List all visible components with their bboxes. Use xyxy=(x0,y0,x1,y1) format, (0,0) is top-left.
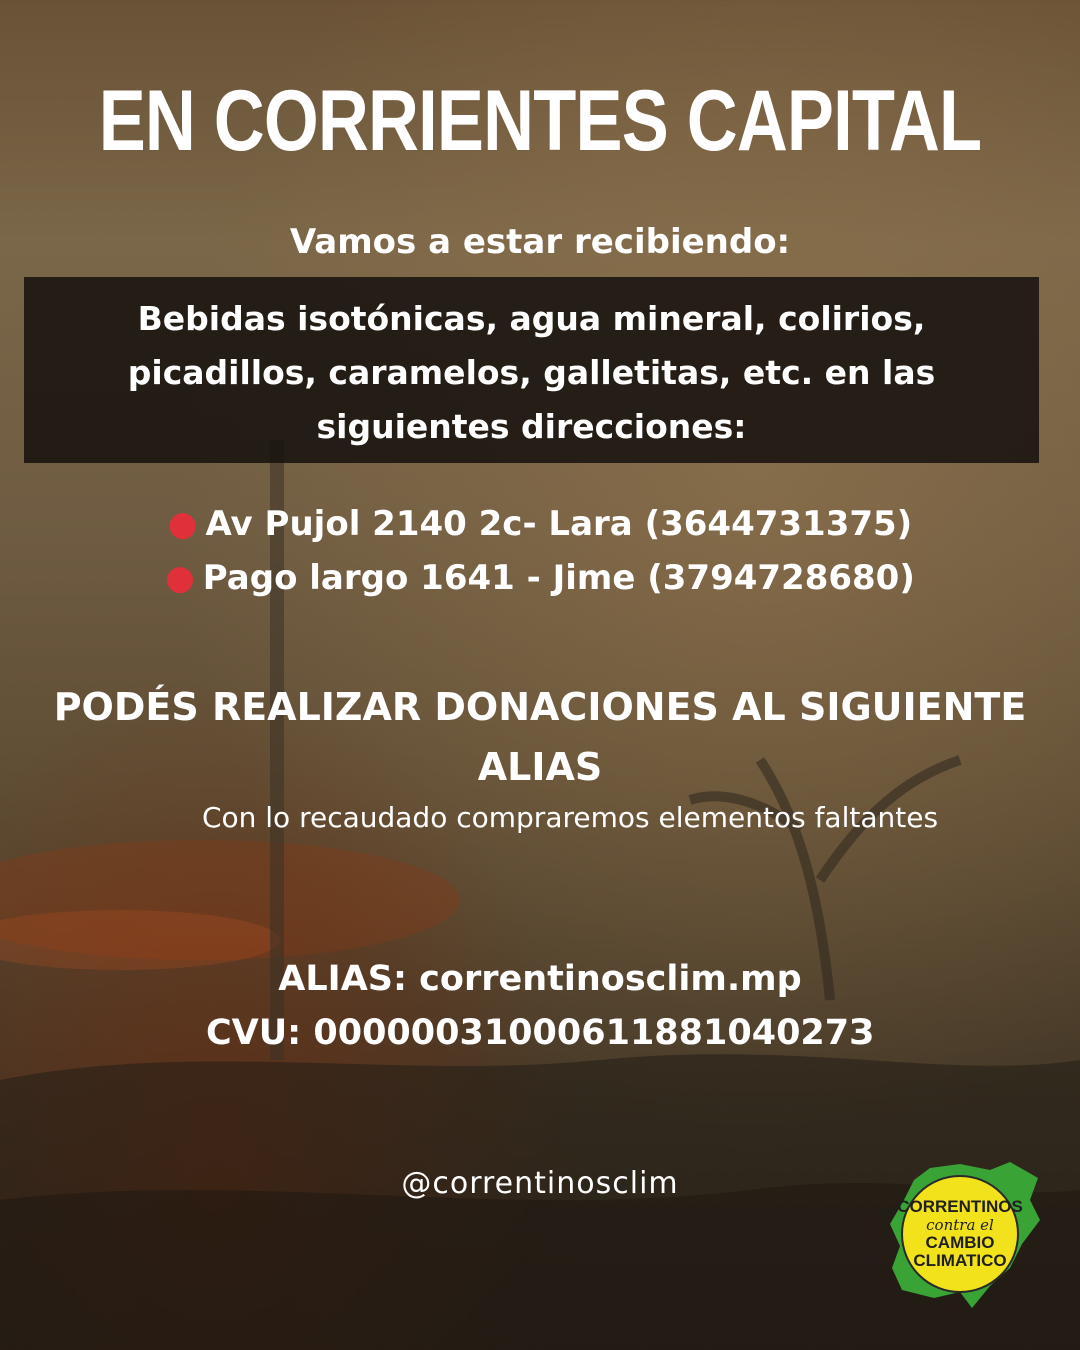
address-text: Pago largo 1641 - Jime (3794728680) xyxy=(202,558,915,598)
donations-heading-line: ALIAS xyxy=(477,745,603,789)
logo-line: contra el xyxy=(926,1216,994,1234)
map-pin-icon: ● xyxy=(165,558,195,598)
cvu-text: CVU: 0000003100061188104027З xyxy=(205,1013,874,1053)
donations-heading-line: PODÉS REALIZAR DONACIONES AL SIGUIENTE xyxy=(53,685,1027,729)
address-lara xyxy=(0,497,1080,552)
logo-line: CLIMATICO xyxy=(913,1251,1007,1270)
items-line: Bebidas isotónicas, agua mineral, colirios, xyxy=(137,299,926,338)
payment-details xyxy=(0,952,1080,1060)
address-jime xyxy=(0,551,1080,606)
donations-heading xyxy=(0,677,1080,797)
social-handle: @correntinosclim xyxy=(401,1166,679,1201)
page-title: EN CORRIENTES CAPITAL xyxy=(98,73,982,169)
alias-text: ALIAS: correntinosclim.mp xyxy=(278,959,802,999)
donations-subtitle: Con lo recaudado compraremos elementos faltantes xyxy=(201,801,939,834)
items-line: picadillos, caramelos, galletitas, etc. en las xyxy=(127,353,936,392)
logo-line: CORRENTINOS xyxy=(897,1197,1023,1216)
address-text: Av Pujol 2140 2c- Lara (3644731375) xyxy=(205,504,913,544)
logo-line: CAMBIO xyxy=(925,1233,995,1252)
correntinos-logo xyxy=(890,1160,1040,1310)
map-pin-icon: ● xyxy=(167,504,198,544)
items-text xyxy=(24,292,1039,454)
items-line: siguientes direcciones: xyxy=(316,407,747,446)
intro-text: Vamos a estar recibiendo: xyxy=(289,222,791,262)
